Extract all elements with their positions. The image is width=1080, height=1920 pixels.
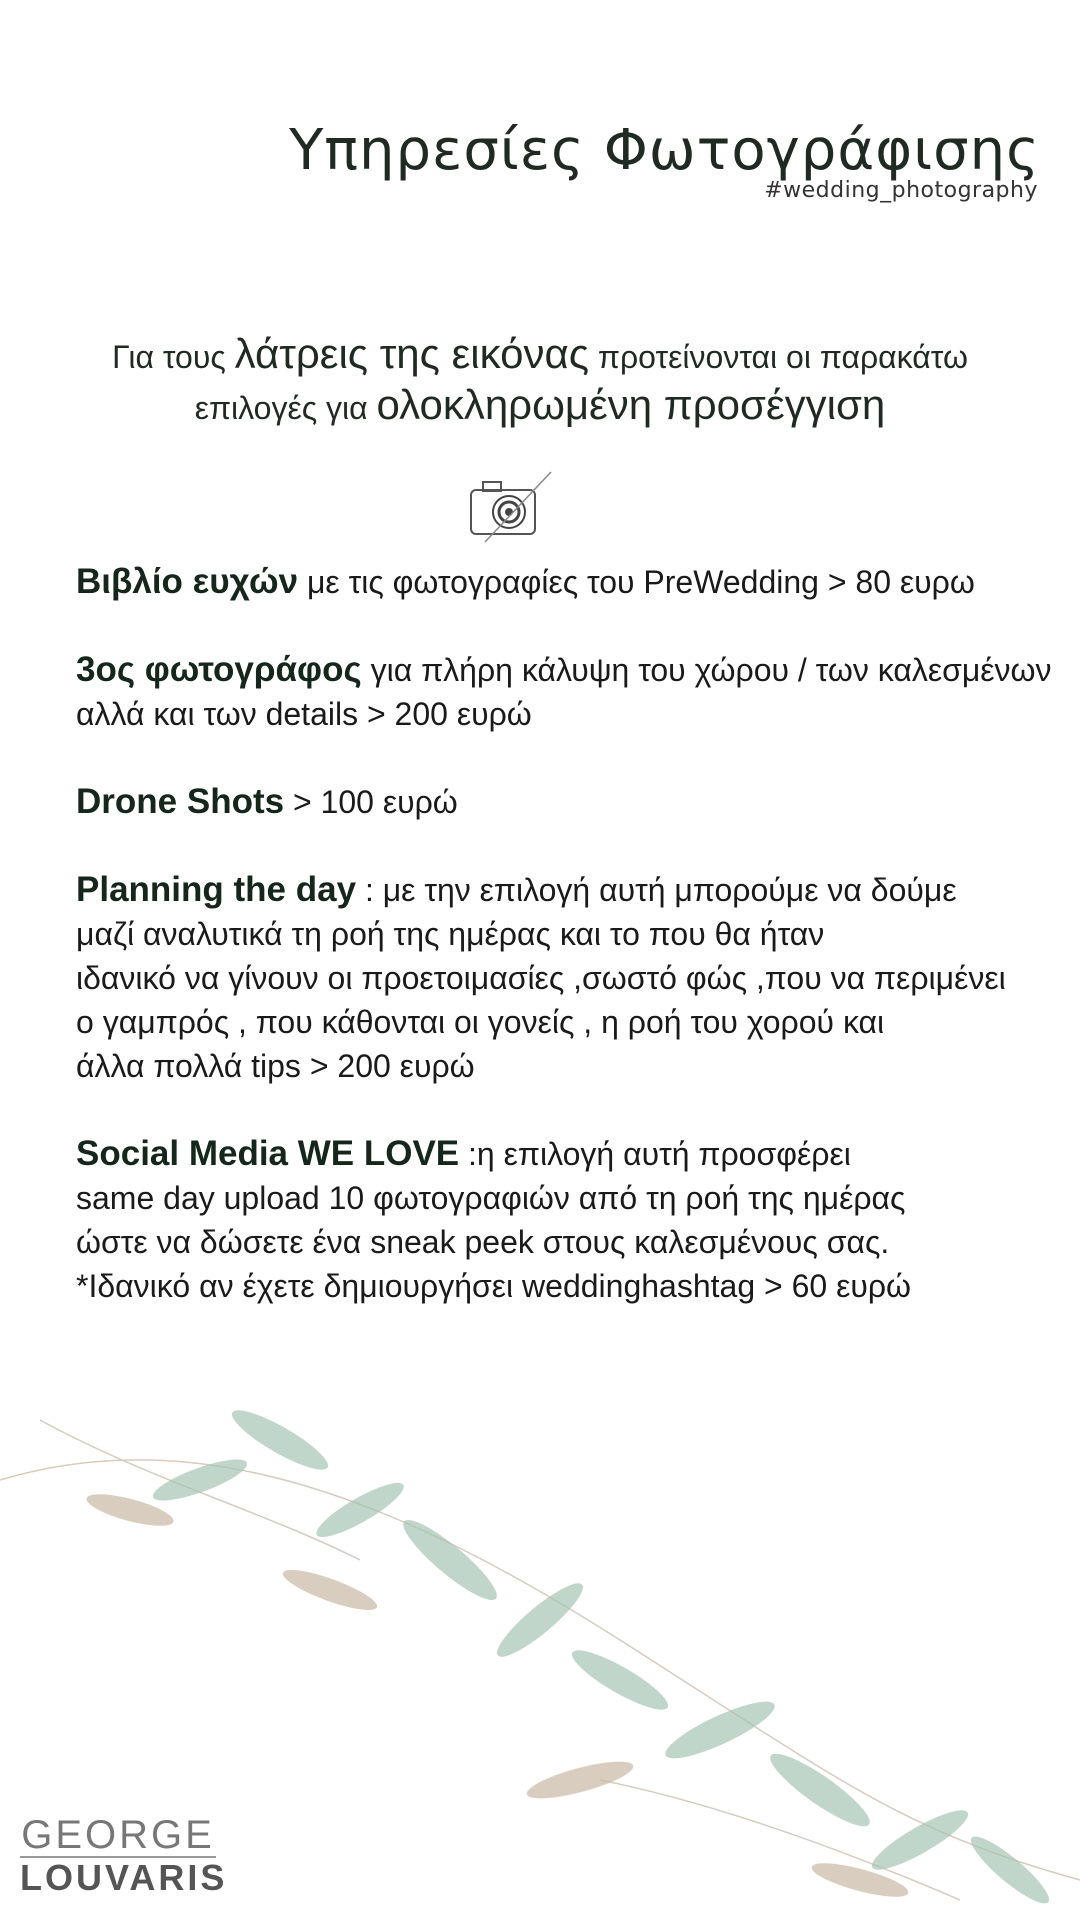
service-third-photographer bbox=[76, 648, 1060, 736]
service-drone bbox=[76, 780, 1060, 824]
service-line: : με την επιλογή αυτή μπορούμε να δούμε bbox=[364, 872, 957, 908]
service-name: Drone Shots bbox=[76, 782, 285, 821]
intro-part2: προτείνονται οι παρακάτω bbox=[589, 339, 968, 375]
page-title: Υπηρεσίες Φωτογράφισης bbox=[289, 118, 1040, 183]
service-line: :η επιλογή αυτή προσφέρει bbox=[468, 1136, 851, 1172]
service-name: Planning the day bbox=[76, 870, 357, 909]
camera-icon bbox=[465, 468, 555, 546]
service-line: > 100 ευρώ bbox=[292, 784, 458, 820]
service-line: για πλήρη κάλυψη του χώρου / των καλεσμένων bbox=[370, 652, 1052, 688]
service-name: 3ος φωτογράφος bbox=[76, 650, 362, 689]
intro-highlight1: λάτρεις της εικόνας bbox=[234, 330, 589, 377]
service-line: αλλά και των details > 200 ευρώ bbox=[76, 696, 532, 732]
intro-text bbox=[40, 330, 1040, 432]
service-line: ώστε να δώσετε ένα sneak peek στους καλεσμένους σας. bbox=[76, 1224, 890, 1260]
services-list bbox=[76, 560, 1060, 1352]
service-line: ο γαμπρός , που κάθονται οι γονείς , η ροή του χορού και bbox=[76, 1004, 885, 1040]
logo-line1: GEORGE bbox=[21, 1813, 215, 1857]
service-line: same day upload 10 φωτογραφιών από τη ροή της ημέρας bbox=[76, 1180, 906, 1216]
brand-logo bbox=[20, 1813, 228, 1898]
service-line: *Ιδανικό αν έχετε δημιουργήσει weddinghashtag > 60 ευρώ bbox=[76, 1268, 912, 1304]
intro-part3: επιλογές για bbox=[194, 390, 377, 426]
service-line: με τις φωτογραφίες του PreWedding > 80 ευρω bbox=[306, 564, 975, 600]
service-line: άλλα πολλά tips > 200 ευρώ bbox=[76, 1048, 475, 1084]
service-planning bbox=[76, 868, 1060, 1088]
logo-line2: LOUVARIS bbox=[20, 1857, 228, 1898]
service-social-media bbox=[76, 1132, 1060, 1308]
service-guestbook bbox=[76, 560, 1060, 604]
hashtag: #wedding_photography bbox=[764, 178, 1038, 203]
intro-part1: Για τους bbox=[112, 339, 235, 375]
intro-highlight2: ολοκληρωμένη προσέγγιση bbox=[376, 381, 886, 428]
service-line: μαζί αναλυτικά τη ροή της ημέρας και το που θα ήταν bbox=[76, 916, 825, 952]
service-name: Social Media WE LOVE bbox=[76, 1134, 460, 1173]
service-line: ιδανικό να γίνουν οι προετοιμασίες ,σωστό φώς ,που να περιμένει bbox=[76, 960, 1006, 996]
service-name: Βιβλίο ευχών bbox=[76, 562, 299, 601]
